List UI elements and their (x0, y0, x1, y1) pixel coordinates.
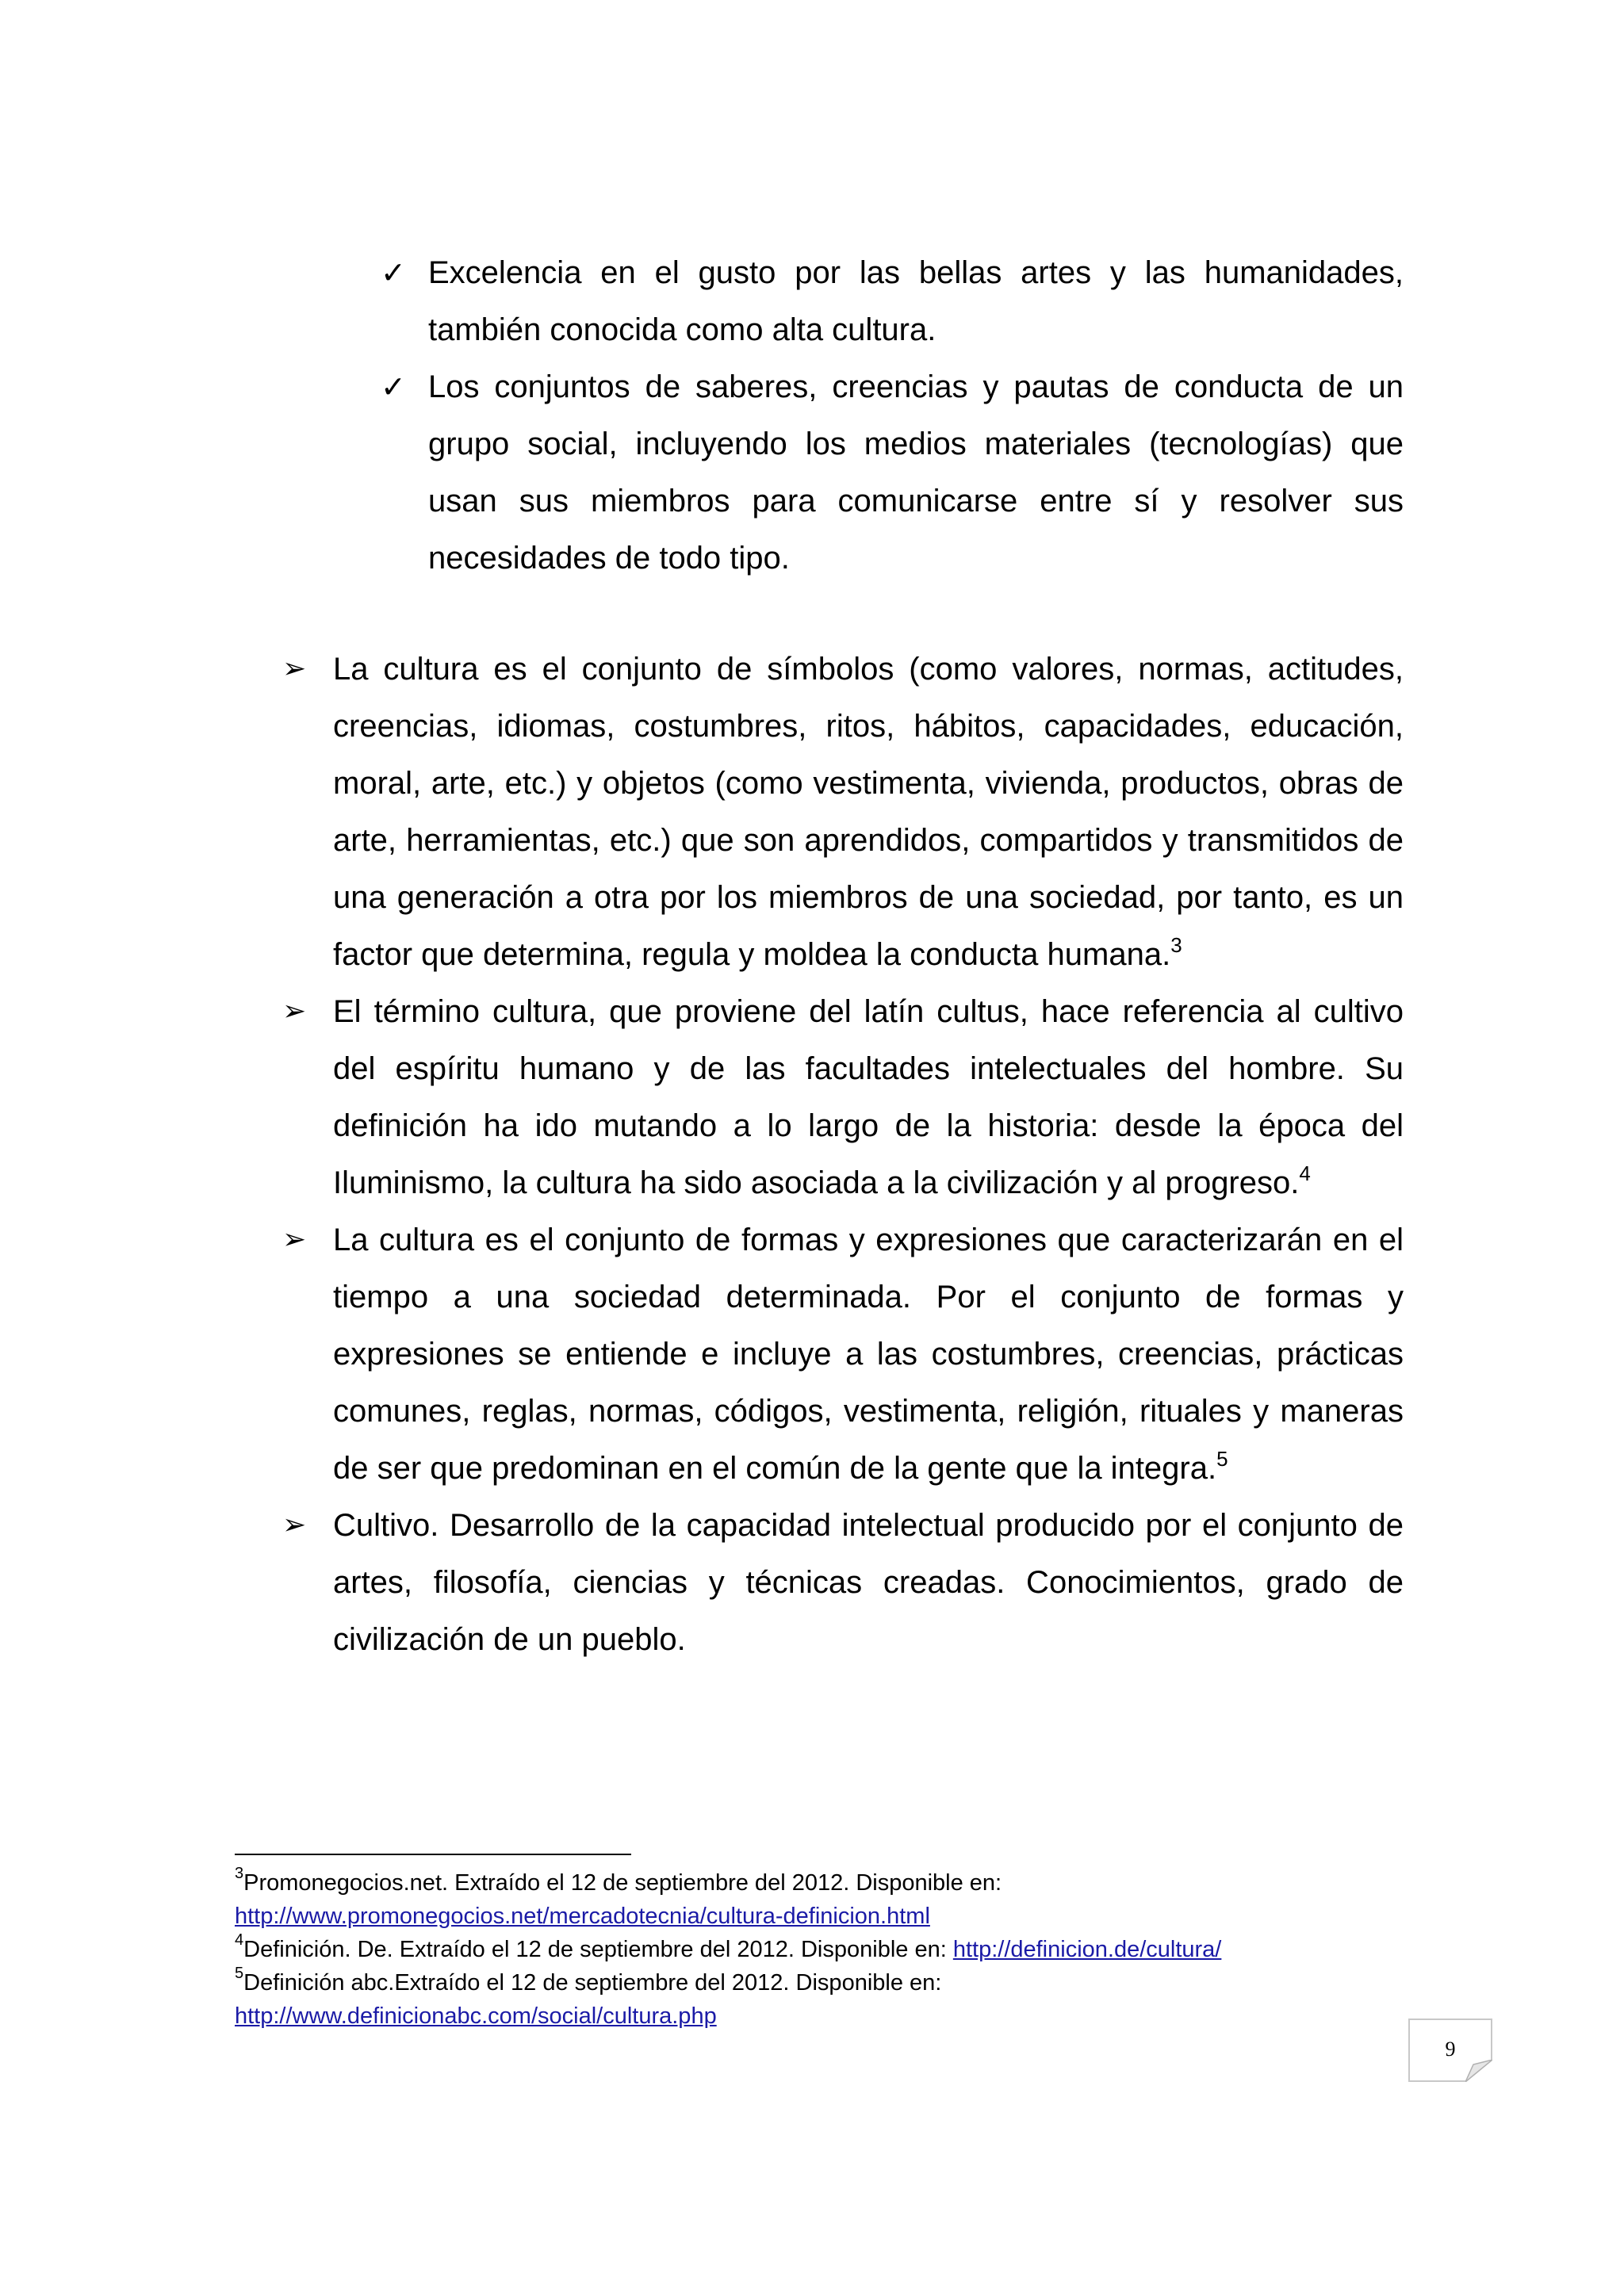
footnotes (235, 1866, 1424, 2033)
footnote-ref[interactable]: 3 (1170, 932, 1182, 957)
check-item-text: Los conjuntos de saberes, creencias y pautas de conducta de un grupo social, incluyendo los medios materiales (tecnologías) que usan sus miembros para comunicarse entre sí y resolver sus necesidades de todo tipo. (428, 369, 1404, 576)
footnote-ref[interactable]: 4 (1299, 1161, 1311, 1185)
arrow-list-item (278, 641, 1404, 983)
page-number-badge (1408, 2019, 1492, 2082)
check-mark-icon: ✓ (381, 255, 406, 290)
arrow-item-text: La cultura es el conjunto de símbolos (como valores, normas, actitudes, creencias, idiomas, costumbres, ritos, hábitos, capacidades, educación, moral, arte, etc.) y objetos (como vestimenta, vivienda, productos, obras de arte, herramientas, etc.) que son aprendidos, compartidos y transmitidos de una generación a otra por los miembros de una sociedad, por tanto, es un factor que determina, regula y moldea la conducta humana. (333, 652, 1404, 972)
check-mark-icon: ✓ (381, 369, 406, 404)
footnote-link[interactable]: http://www.definicionabc.com/social/cultura.php (235, 2003, 717, 2029)
footnote-link[interactable]: http://www.promonegocios.net/mercadotecnia/cultura-definicion.html (235, 1904, 930, 1929)
arrow-list (278, 641, 1404, 1668)
footnote-number: 3 (235, 1865, 244, 1883)
footnote (235, 1966, 1424, 2033)
footnote-ref[interactable]: 5 (1216, 1446, 1228, 1471)
arrow-bullet-icon: ➢ (282, 1223, 307, 1256)
page-curl-icon (1465, 2060, 1492, 2082)
arrow-list-item (278, 1497, 1404, 1668)
arrow-item-text: El término cultura, que proviene del latín cultus, hace referencia al cultivo del espíritu humano y de las facultades intelectuales del hombre. Su definición ha ido mutando a lo largo de la historia: desde la época del Iluminismo, la cultura ha sido asociada a la civilización y al progreso. (333, 994, 1404, 1200)
footnote (235, 1866, 1424, 1933)
footnote-link[interactable]: http://definicion.de/cultura/ (952, 1937, 1222, 1962)
arrow-item-text: La cultura es el conjunto de formas y expresiones que caracterizarán en el tiempo a una sociedad determinada. Por el conjunto de formas y expresiones se entiende e incluye a las costumbres, creencias, prácticas comunes, reglas, normas, códigos, vestimenta, religión, rituales y maneras de ser que predominan en el común de la gente que la integra. (333, 1223, 1404, 1486)
arrow-item-text: Cultivo. Desarrollo de la capacidad intelectual producido por el conjunto de artes, filosofía, ciencias y técnicas creadas. Conocimientos, grado de civilización de un pueblo. (333, 1508, 1404, 1657)
arrow-list-item (278, 983, 1404, 1211)
page-number: 9 (1445, 2038, 1456, 2061)
footnote-text: Definición abc.Extraído el 12 de septiembre del 2012. Disponible en: (243, 1970, 942, 1996)
footnote (235, 1933, 1424, 1966)
arrow-bullet-icon: ➢ (282, 995, 307, 1027)
footnote-text: Definición. De. Extraído el 12 de septiembre del 2012. Disponible en: (243, 1937, 953, 1962)
footnote-separator (235, 1854, 631, 1855)
check-item-text: Excelencia en el gusto por las bellas artes y las humanidades, también conocida como alta cultura. (428, 255, 1404, 347)
check-list (373, 244, 1404, 587)
footnote-text: Promonegocios.net. Extraído el 12 de septiembre del 2012. Disponible en: (243, 1870, 1002, 1896)
arrow-list-item (278, 1211, 1404, 1497)
arrow-bullet-icon: ➢ (282, 1509, 307, 1541)
arrow-bullet-icon: ➢ (282, 652, 307, 685)
footnote-number: 5 (235, 1965, 244, 1983)
check-list-item (373, 244, 1404, 358)
check-list-item (373, 358, 1404, 587)
footnote-number: 4 (235, 1931, 244, 1950)
